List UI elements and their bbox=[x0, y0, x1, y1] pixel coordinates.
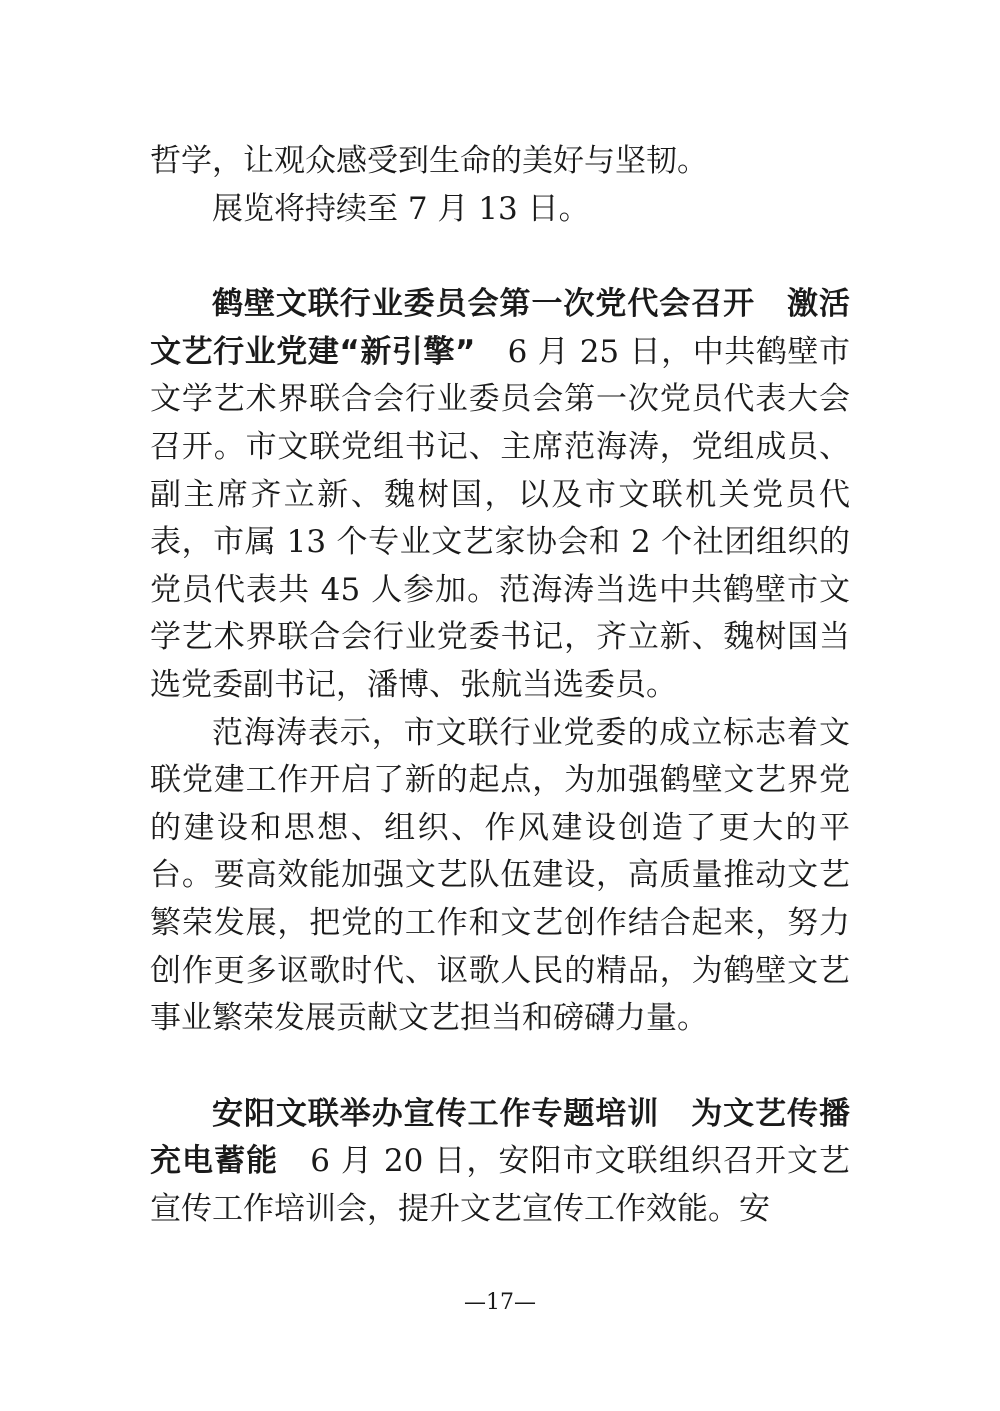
news-body-hebi: 6 月 25 日，中共鹤壁市文学艺术界联合会行业委员会第一次党员代表大会召开。市文联党组书记、主席范海涛，党组成员、副主席齐立新、魏树国，以及市文联机关党员代表，市属 13 个专业文艺家协会和 2 个社团组织的党员代表共 45 人参加。范海涛当选中共鹤壁市文学艺术界联合会行业党委书记，齐立新、魏树国当选党委副书记，潘博、张航当选委员。 bbox=[150, 333, 850, 703]
page-number: —17— bbox=[464, 1290, 536, 1315]
paragraph-exhibition-dates: 展览将持续至 7 月 13 日。 bbox=[212, 190, 590, 227]
section-spacer bbox=[150, 233, 850, 281]
section-spacer bbox=[150, 1043, 850, 1091]
news-body-anyang: 6 月 20 日，安阳市文联组织召开文艺宣传工作培训会，提升文艺宣传工作效能。安 bbox=[150, 1143, 851, 1227]
news-item-hebi bbox=[150, 281, 850, 709]
news-headline-anyang: 安阳文联举办宣传工作专题培训 为文艺传播充电蓄能 bbox=[150, 1095, 850, 1180]
paragraph-fan-haitao-remarks: 范海涛表示，市文联行业党委的成立标志着文联党建工作开启了新的起点，为加强鹤壁文艺界党的建设和思想、组织、作风建设创造了更大的平台。要高效能加强文艺队伍建设，高质量推动文艺繁荣发展，把党的工作和文艺创作结合起来，努力创作更多讴歌时代、讴歌人民的精品，为鹤壁文艺事业繁荣发展贡献文艺担当和磅礴力量。 bbox=[150, 714, 850, 1037]
document-body bbox=[150, 138, 850, 1233]
news-headline-hebi: 鹤壁文联行业委员会第一次党代会召开 激活文艺行业党建“新引擎” bbox=[150, 286, 850, 370]
paragraph-continuation: 哲学，让观众感受到生命的美好与坚韧。 bbox=[150, 143, 708, 179]
news-item-anyang bbox=[150, 1091, 850, 1234]
